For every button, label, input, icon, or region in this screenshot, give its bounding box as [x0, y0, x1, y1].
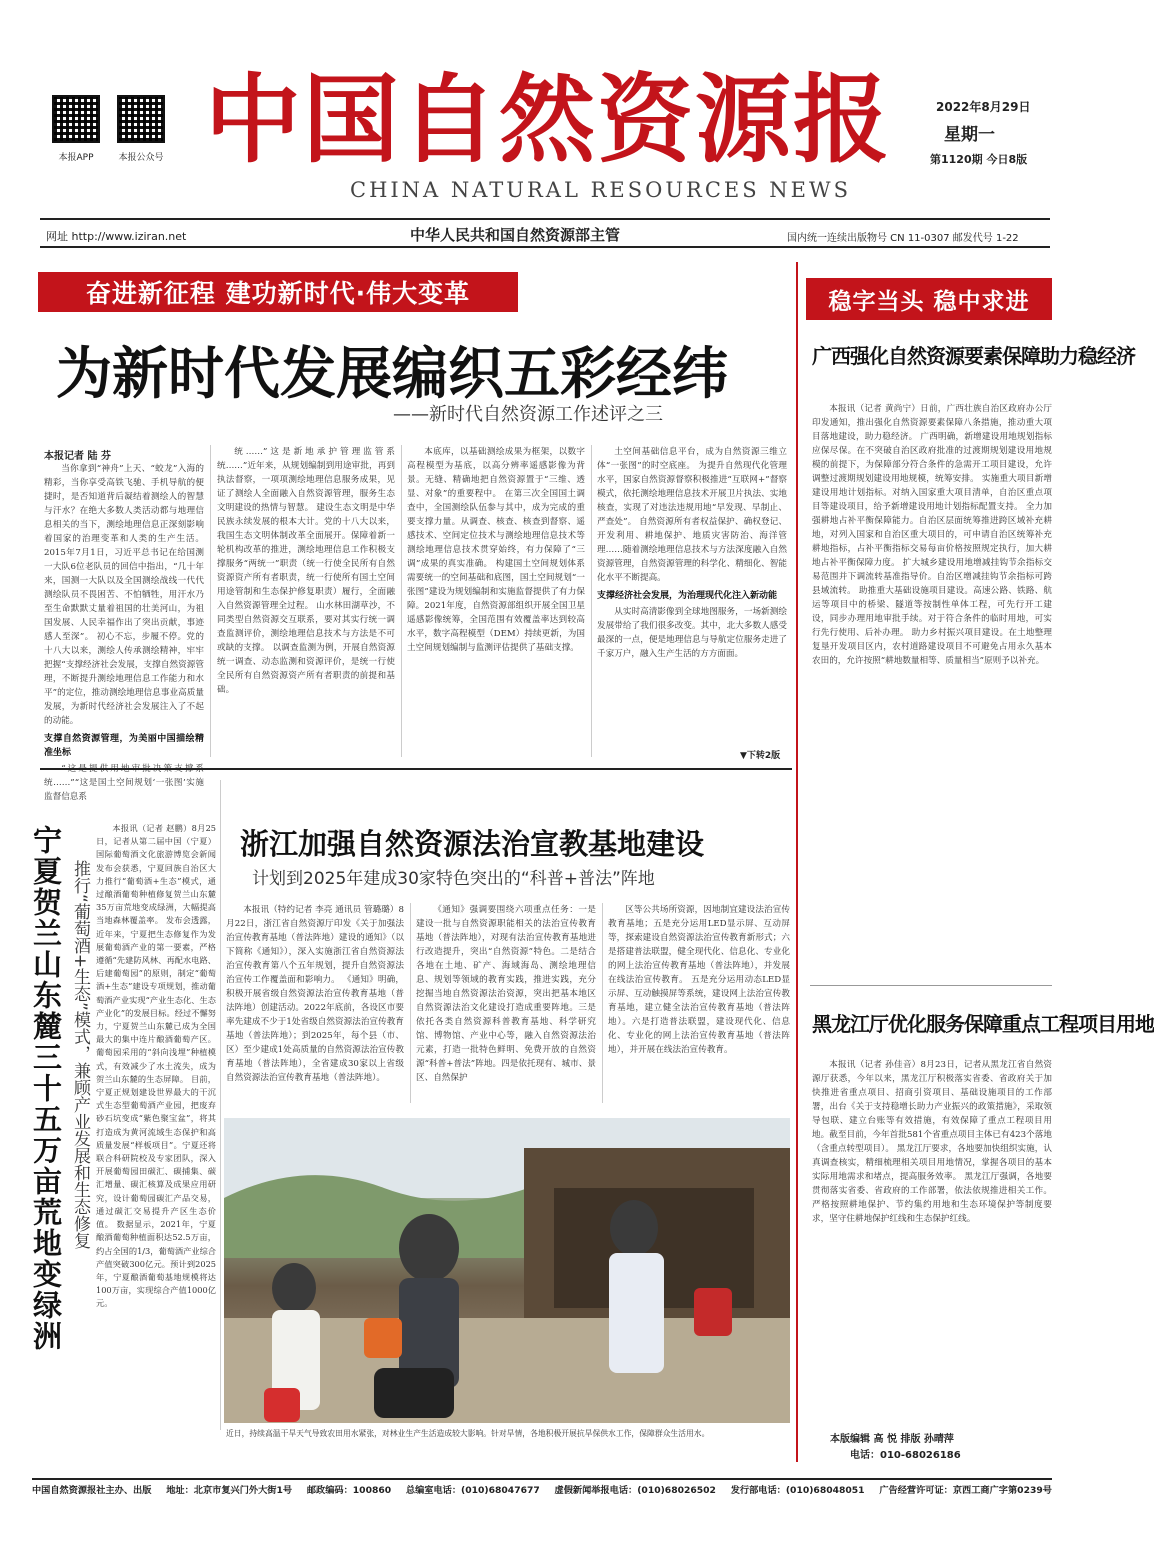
main-col-divider-2 — [401, 445, 402, 757]
zhejiang-subheadline: 计划到2025年建成30家特色突出的“科普+普法”阵地 — [252, 869, 655, 889]
sidebar-banner — [806, 278, 1052, 320]
right-column-divider — [796, 262, 798, 1462]
footer-distribution-phone: 发行部电话：(010)68048051 — [730, 1485, 865, 1496]
main-col-2-text: 统……”这是新地承护管理监管系统……”近年来，从规划编制到用途审批，再到执法督察，一项项测绘地理信息服务成果，见证了测绘人全面融入自然资源管理，服务生态文明建设的热情与智慧。 建设生态文明是中华民族永续发展的根本大计。党的十八大以来，我国生态文明体制改革全面展开。保障着新一轮机构改革的推进，测绘地理信息工作积极支撑服务“两统一”职责（统一行使全民所有自然资源资产所有者职责，统一行使所有国土空间用途管制和生态保护修复职责）履行，全面融入自然资源管理全过程。 山水林田湖草沙，不同类型自然资源交互联系，要对其实行统一调查监测评价，测绘地理信息技术与方法是不可或缺的支撑。 以调查监测为例，开展自然资源统一调查、动态监测和资源评价，是统一行使全民所有自然资源资产所有者职责的前提和基础。 — [217, 447, 395, 695]
qr-label-app: 本报APP — [58, 153, 94, 163]
main-col-4-text: 土空间基础信息平台，成为自然资源三维立体“一张图”的时空底座。 为提升自然现代化管理水平，国家自然资源督察积极推进“互联网+”督察模式，依托测绘地理信息技术开展卫片执法、实地核查，实现了对违法违规用地“早发现、早制止、严查处”。 自然资源所有者权益保护、确权登记、开发利用、耕地保护、地质灾害防治、海洋管理……随着测绘地理信息技术与方法深度融入自然资源管理，自然资源管理的科学化、精细化、智能化水平不断提高。 — [597, 447, 787, 583]
news-photo[interactable] — [224, 1118, 790, 1423]
zhejiang-col-3 — [608, 903, 790, 1103]
section-rule — [40, 768, 792, 770]
footer-publisher: 中国自然资源报社主办、出版 — [32, 1485, 152, 1496]
qr-label-wechat: 本报公众号 — [118, 153, 164, 163]
main-col-4-subhead: 支撑经济社会发展，为治理现代化注入新动能 — [597, 591, 778, 601]
ningxia-headline: 宁夏贺兰山东麓三十五万亩荒地变绿洲 — [29, 825, 63, 1352]
main-col-1-tail: 统……”“这是国土空间规划‘一张图’实施监督信息系 — [44, 778, 204, 802]
zhejiang-col-2-text: 《通知》强调要围绕六项重点任务：一是建设一批与自然资源职能相关的法治宣传教育基地（普法阵地），对现有法治宣传教育基地进行改造提升，突出“自然资源”特色。二是结合各地在土地、矿产、海域海岛、测绘地理信息、规划等领域的教育实践，推进实践，充分挖掘当地自然资源法治资源，突出把基本地区自然资源法治文化建设打造成重要阵地。三是依托各类自然资源科普教育基地、科学研究馆、博物馆、产业中心等，融入自然资源法治元素，打造一批特色鲜明、免费开放的自然资源“科普+普法”阵地。四是依托现有、城市、景区、自然保护 — [416, 905, 596, 1083]
main-col-1 — [44, 462, 204, 802]
masthead-title: 中国自然资源报 — [205, 63, 891, 176]
ningxia-body — [96, 822, 216, 1432]
heilongjiang-body-text: 本报讯（记者 孙佳音）8月23日，记者从黑龙江省自然资源厅获悉，今年以来，黑龙江厅积极落实省委、省政府关于加快推进省重点项目、招商引资项目、基础设施项目的工作部署，出台《关于支持稳增长助力产业振兴的政策措施》，采取领导包联、建立台账等有效措施，有效保障了重点工程项目用地。截至目前，今年首批581个省重点项目主体已有423个落地（含重点转型项目）。 黑龙江厅要求，各地要加快组织实施，认真调查核实，精细梳理相关项目用地情况，掌握各项目的基本实际用地需求和堵点，提高服务效率。 黑龙江厅强调，各地要贯彻落实省委、省政府的工作部署，依法依规推进相关工作。严格按照耕地保护、节约集约用地和生态环境保护等制度要求，坚守住耕地保护红线和生态保护红线。 — [812, 1060, 1052, 1224]
footer-ad-license: 广告经营许可证：京西工商广字第0239号 — [879, 1485, 1052, 1496]
website-link[interactable]: 网址 http://www.iziran.net — [46, 230, 187, 243]
qr-code-app[interactable] — [52, 95, 100, 143]
guangxi-body — [812, 402, 1052, 950]
footer-rule — [32, 1478, 1052, 1480]
main-col-3-text: 本底库，以基础测绘成果为框架，以数字高程模型为基底，以高分辨率遥感影像为背景。无缝、精确地把自然资源置于“三维、透显、对象”的重要程中。 在第三次全国国土调查中，全国测绘队伍参与其中，成为完成的重要支撑力量。从调查、核查、核查到督察、遥感技术、空间定位技术与测绘地理信息技术等测绘地理信息技术贯穿始终，有力保障了“三调”成果的真实准确。 构建国土空间规划体系需要统一的空间基础和底图，国土空间规划“一张图”建设为规划编制和实施监督提供了有力保障。2021年度，自然资源部组织开展全国卫星遥感影像统筹，全国范围有效覆盖率达到较高水平，数字高程模型（DEM）持续更新，为国土空间规划编制与监测评估提供了基础支撑。 — [407, 447, 585, 653]
main-col-3 — [407, 445, 585, 757]
zhejiang-col-3-text: 区等公共场所资源，因地制宜建设法治宣传教育基地；五是充分运用LED显示屏、互动屏等，探索建设自然资源法治宣传教育新形式；六是搭建普法联盟，健全现代化、信息化、专业化的网上法治宣传教育基地（普法阵地），并发展在线法治宣传教育。 五是充分运用动态LED显示屏、互动触摸屏等系统，建设网上法治宣传教育基地，建立健全法治宣传教育基地（普法阵地）。六是打造普法联盟，建设现代化、信息化、专业化的网上法治宣传教育基地（普法阵地），并开展在线法治宣传教育。 — [608, 905, 790, 1055]
zhejiang-divider-1 — [410, 903, 411, 1103]
main-col-1-text: 当你拿到“神舟”上天、“蛟龙”入海的精彩，当你享受高铁飞驰、手机导航的便捷时，是否知道背后凝结着测绘人的智慧与汗水？在绝大多数人类活动都与地理信息相关的当下，测绘地理信息正深刻影响着国家的治理变革和人类的生产生活。 2015年7月1日，习近平总书记在给国测一大队6位老队员的回信中指出，“几十年来，国测一大队以及全国测绘战线一代代测绘队员不畏困苦、不怕牺牲，用汗水乃至生命默默丈量着祖国的壮美河山，为祖国发展、人民幸福作出了突出贡献，事迹感人至深”。 初心不忘，步履不停。党的十八大以来，测绘人传承测绘精神，牢牢把握“支撑经济社会发展，支撑自然资源管理，不断提升测绘地理信息工作能力和水平”的定位，推动测绘地理信息事业高质量发展，为新时代经济社会发展注入了不起的动能。 — [44, 464, 204, 726]
main-col-4 — [597, 445, 787, 745]
main-col-4-tail: 从实时高清影像到全球地图服务，一场新测绘发展带给了我们很多改变。其中，北大多数人感受最深的一点，便是地理信息与导航定位服务走进了千家万户，融入生产生活的方方面面。 — [597, 607, 787, 659]
guangxi-body-text: 本报讯（记者 黄尚宁）日前，广西壮族自治区政府办公厅印发通知，推出强化自然资源要素保障八条措施，推动重大项目落地建设，助力稳经济。 广西明确，新增建设用地规划指标应保尽保。在不突破自治区政府批准的过渡期规划建设用地规模的前提下，为保障部分符合条件的急需开工项目建设，允许调整过渡期规划建设用地规模，统筹安排。 实施重大项目新增建设用地计划指标。对纳入国家重大项目清单，自治区重点项目等建设项目，给予新增建设用地计划指标配置支持。 全力加强耕地占补平衡保障能力。自治区层面统筹推进跨区域补充耕地，对列入国家和自治区重大项目的，可申请自治区统筹补充耕地指标，占补平衡指标交易每亩价格按照规定执行，加大耕地占补平衡保障力度。 扩大城乡建设用地增减挂钩节余指标交易范围并下调流转基准指导价。自治区增减挂钩节余指标可跨县域流转。 助推重大基础设施项目建设。高速公路、铁路、航运等项目中的桥梁、隧道等按制性单体工程，可先行开工建设，同步办理用地审批手续。对于符合条件的临时用地，可实行先行使用、后补办理。 助力乡村振兴项目建设。在土地整理复垦开发项目区内，农村道路建设项目不可避免占用永久基本农田的，允许按照“耕地数量相等、质量相当”原则予以补充。 — [812, 404, 1052, 666]
main-col-2 — [217, 445, 395, 757]
heilongjiang-headline: 黑龙江厅优化服务保障重点工程项目用地 — [812, 1012, 1154, 1036]
photo-caption — [226, 1428, 788, 1458]
main-col-1-subhead: 支撑自然资源管理，为美丽中国描绘精准坐标 — [44, 734, 204, 758]
sidebar-banner-text: 稳字当头 稳中求进 — [828, 288, 1030, 315]
zhejiang-headline: 浙江加强自然资源法治宣教基地建设 — [240, 827, 705, 861]
masthead-rule-top — [40, 218, 1050, 220]
issue-weekday: 星期一 — [944, 125, 995, 145]
photo-scene — [224, 1118, 790, 1423]
photo-caption-text: 近日，持续高温干旱天气导致农田用水紧张，对林业生产生活造成较大影响。针对旱情，各地积极开展抗旱保供水工作，保障群众生活用水。 — [226, 1429, 710, 1438]
main-headline: 为新时代发展编织五彩经纬 — [56, 342, 728, 407]
series-banner — [38, 272, 518, 312]
ningxia-subheadline: 推行“葡萄酒+生态”模式，兼顾产业发展和生态修复 — [70, 860, 90, 1249]
zhejiang-col-1-text: 本报讯（特约记者 李亮 通讯员 管璐璐）8月22日，浙江省自然资源厅印发《关于加强法治宣传教育基地（普法阵地）建设的通知》（以下简称《通知》），深入实施浙江省自然资源法治宣传教育第八个五年规划，提升自然资源法治宣传工作覆盖面和影响力。 《通知》明确，积极开展省级自然资源法治宣传教育基地（普法阵地）创建活动。2022年底前，各设区市要率先建成不少于1处省级自然资源法治宣传教育基地（普法阵地）；到2025年，每个县（市、区）至少建成1处高质量的自然资源法治宣传教育基地（普法阵地），全省建成30家以上省级自然资源法治宣传教育基地（普法阵地）。 — [226, 905, 404, 1083]
main-col-divider-1 — [210, 445, 211, 757]
main-subhead: ——新时代自然资源工作述评之三 — [393, 404, 663, 425]
qr-code-wechat[interactable] — [117, 95, 165, 143]
continue-marker[interactable]: ▼下转2版 — [740, 751, 781, 761]
ningxia-divider — [220, 780, 221, 1430]
issue-number: 第1120期 今日8版 — [930, 153, 1028, 166]
guangxi-headline: 广西强化自然资源要素保障助力稳经济 — [812, 344, 1135, 368]
footer-editorial-phone: 总编室电话：(010)68047677 — [405, 1485, 540, 1496]
publication-codes: 国内统一连续出版物号 CN 11-0307 邮发代号 1-22 — [787, 233, 1019, 244]
sidebar-rule — [810, 985, 1052, 986]
heilongjiang-body — [812, 1058, 1052, 1430]
masthead-rule-bottom — [40, 246, 1050, 248]
footer-report-phone: 虚假新闻举报电话：(010)68026502 — [554, 1485, 716, 1496]
footer-address: 地址：北京市复兴门外大街1号 — [166, 1485, 293, 1496]
masthead — [0, 0, 1080, 250]
zhejiang-divider-2 — [602, 903, 603, 1103]
footer-bar — [32, 1482, 1052, 1496]
zhejiang-col-1 — [226, 903, 404, 1103]
issue-date: 2022年8月29日 — [936, 100, 1031, 114]
main-col-divider-3 — [591, 445, 592, 757]
sponsor: 中华人民共和国自然资源部主管 — [410, 226, 621, 244]
footer-postcode: 邮政编码：100860 — [306, 1485, 392, 1496]
editor-phone: 电话：010-68026186 — [850, 1450, 961, 1461]
masthead-title-en: CHINA NATURAL RESOURCES NEWS — [350, 178, 851, 202]
ningxia-body-text: 本报讯（记者 赵鹏）8月25日，记者从第二届中国（宁夏）国际葡萄酒文化旅游博览会新闻发布会获悉，宁夏回族自治区大力推行“葡萄酒+生态”模式，通过酿酒葡萄种植修复贺兰山东麓35万亩荒地变成绿洲，大幅提高当地森林覆盖率。 发布会透露，近年来，宁夏把生态修复作为发展葡萄酒产业的第一要素，严格遵循“先建防风林、再配水电路、后建葡萄园”的原则，制定“葡萄酒+生态”建设专项规划，推动葡萄酒产业实现“产业生态化、生态产业化”的发展目标。经过不懈努力，宁夏贺兰山东麓已成为全国最大的集中连片酿酒葡萄产区。葡萄园采用的“斜向浅埋”种植模式，有效减少了水土流失，成为贺兰山东麓的生态屏障。 目前，宁夏正规划建设世界最大的干沉式生态型葡萄酒产业园，把废弃砂石坑变成“紫色聚宝盆”，将其打造成为黄河流域生态保护和高质量发展“样板项目”。宁夏还将联合科研院校及专家团队，深入开展葡萄园田碳汇、碳捕集、碳汇增量、碳汇核算及成果应用研究，设计葡萄园碳汇产品交易，通过碳汇交易提升产区生态价值。 数据显示，2021年，宁夏酿酒葡萄种植面积达52.5万亩，约占全国的1/3，葡萄酒产业综合产值突破300亿元。预计到2025年，宁夏酿酒葡萄基地规模将达100万亩，实现综合产值1000亿元。 — [96, 823, 216, 1309]
editor-credit: 本版编辑 高 悦 排版 孙晴萍 — [830, 1434, 954, 1445]
series-banner-text: 奋进新征程 建功新时代·伟大变革 — [85, 279, 471, 308]
zhejiang-col-2 — [416, 903, 596, 1103]
main-byline: 本报记者 陆 芬 — [44, 451, 111, 462]
